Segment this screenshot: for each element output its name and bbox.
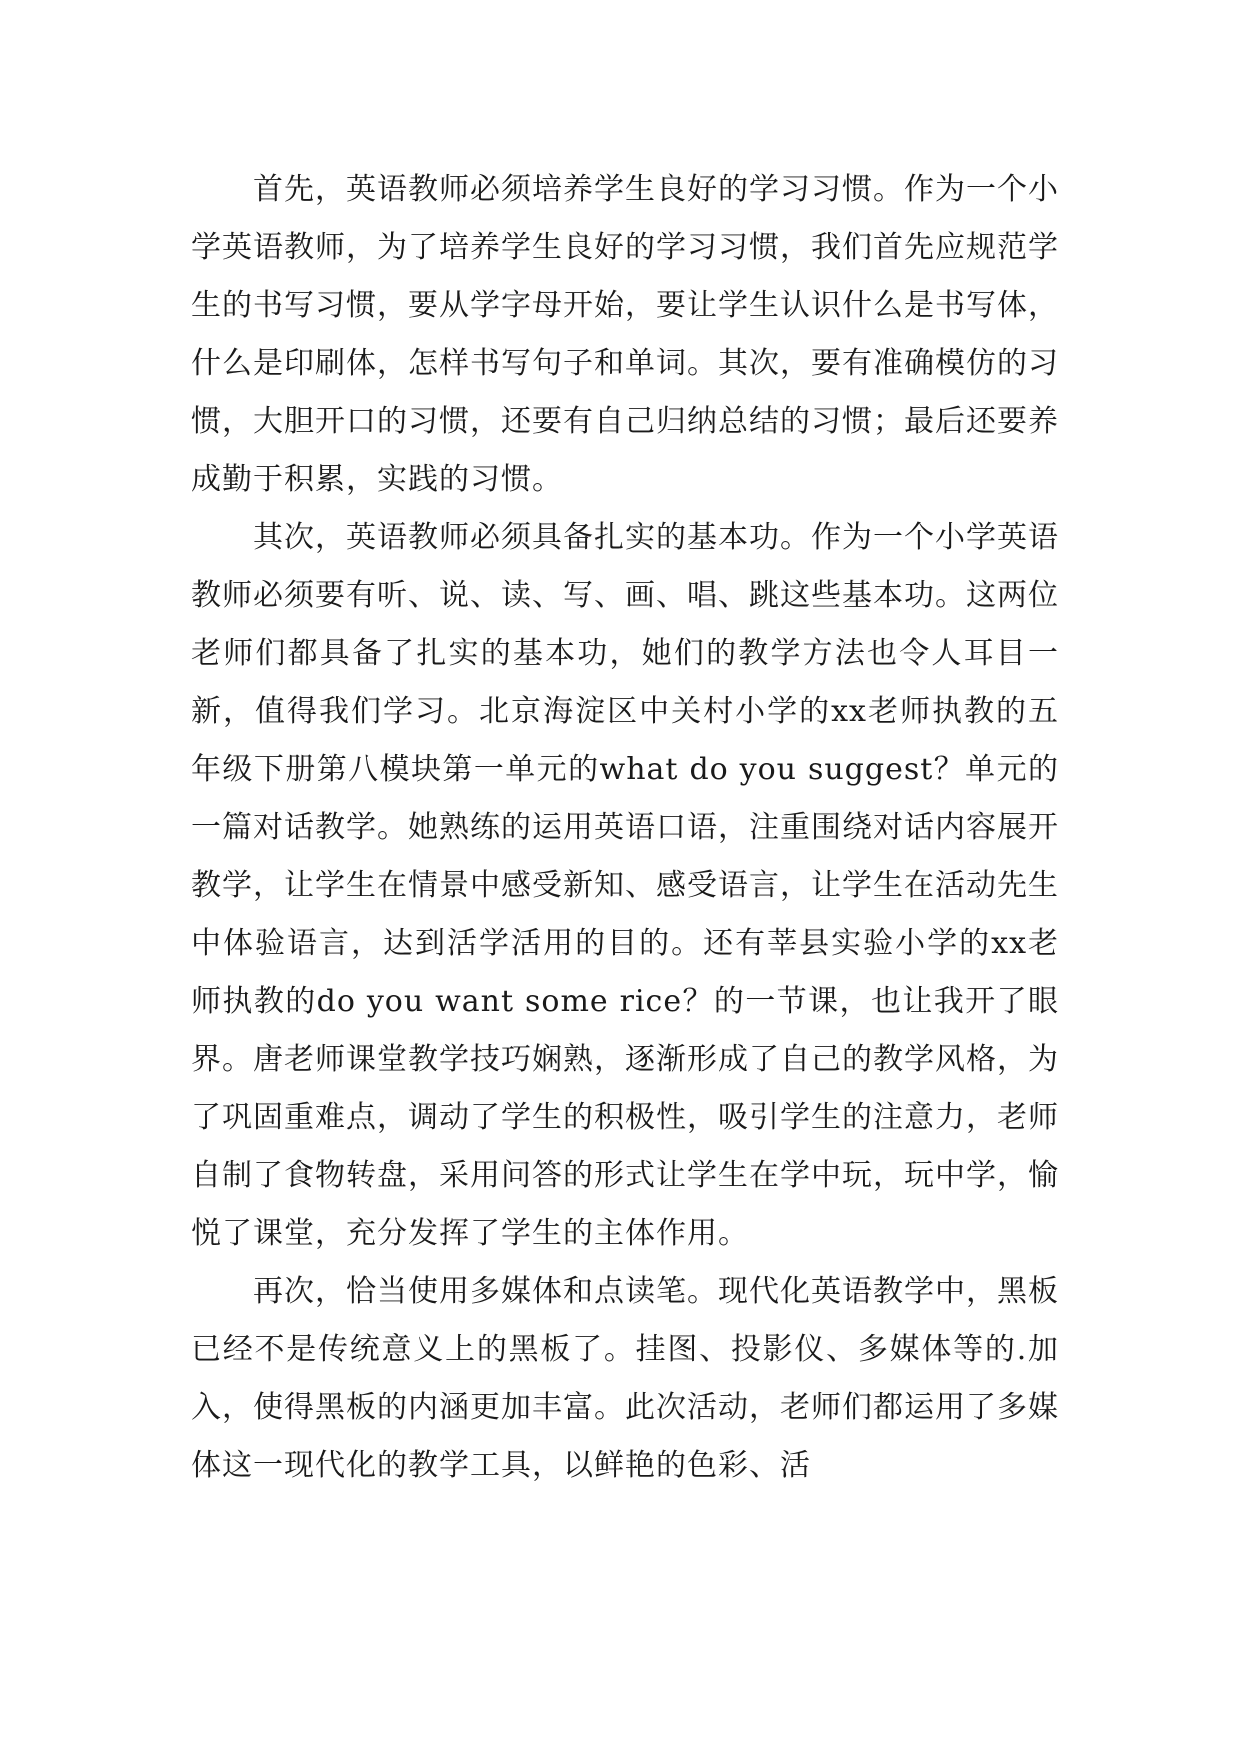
paragraph-multimedia: 再次，恰当使用多媒体和点读笔。现代化英语教学中，黑板已经不是传统意义上的黑板了。挂图、投影仪、多媒体等的.加入，使得黑板的内涵更加丰富。此次活动，老师们都运用了多媒体这一现代化的教学工具，以鲜艳的色彩、活 [191, 1274, 1059, 1483]
document-body [191, 161, 1059, 1495]
paragraph-study-habits: 首先，英语教师必须培养学生良好的学习习惯。作为一个小学英语教师，为了培养学生良好的学习习惯，我们首先应规范学生的书写习惯，要从学字母开始，要让学生认识什么是书写体，什么是印刷体，怎样书写句子和单词。其次，要有准确模仿的习惯，大胆开口的习惯，还要有自己归纳总结的习惯；最后还要养成勤于积累，实践的习惯。 [191, 172, 1059, 497]
paragraph-basic-skills: 其次，英语教师必须具备扎实的基本功。作为一个小学英语教师必须要有听、说、读、写、画、唱、跳这些基本功。这两位老师们都具备了扎实的基本功，她们的教学方法也令人耳目一新，值得我们学习。北京海淀区中关村小学的xx老师执教的五年级下册第八模块第一单元的what do you suggest？单元的一篇对话教学。她熟练的运用英语口语，注重围绕对话内容展开教学，让学生在情景中感受新知、感受语言，让学生在活动先生中体验语言，达到活学活用的目的。还有莘县实验小学的xx老师执教的do you want some rice？的一节课，也让我开了眼界。唐老师课堂教学技巧娴熟，逐渐形成了自己的教学风格，为了巩固重难点，调动了学生的积极性，吸引学生的注意力，老师自制了食物转盘，采用问答的形式让学生在学中玩，玩中学，愉悦了课堂，充分发挥了学生的主体作用。 [191, 520, 1059, 1251]
